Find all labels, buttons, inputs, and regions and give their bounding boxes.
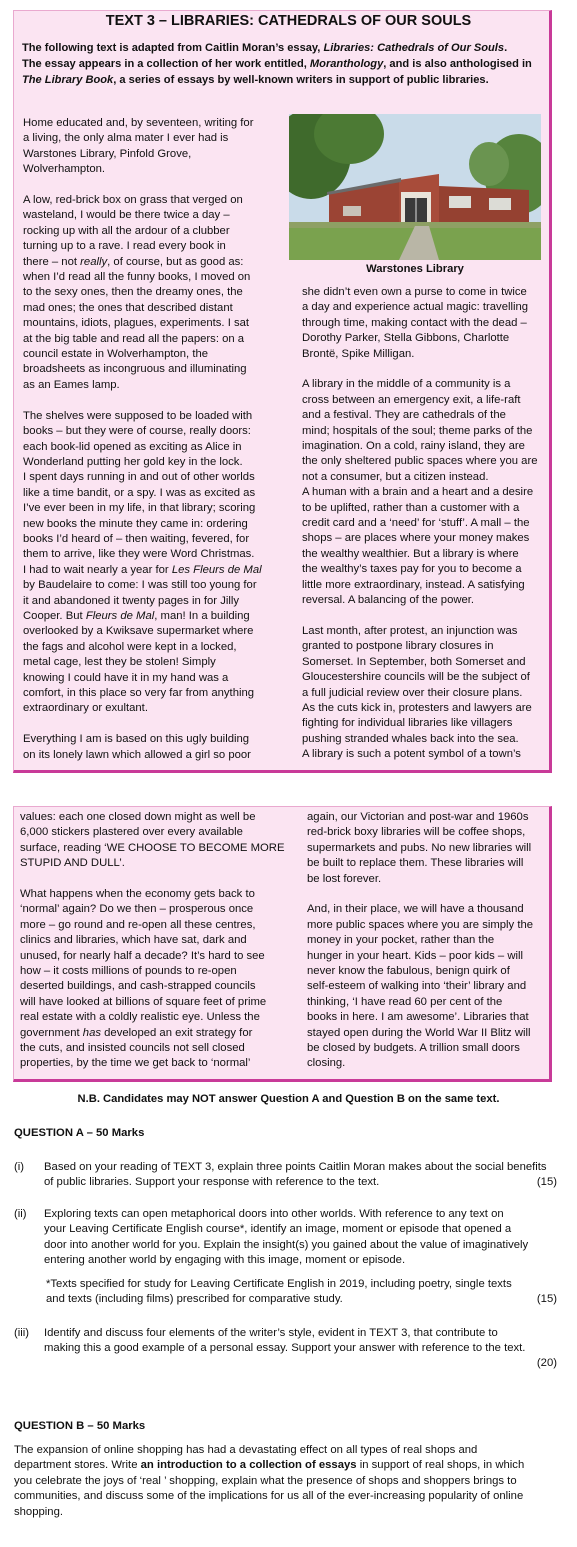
question-marks: (20) [536,1357,557,1369]
paragraph: A library in the middle of a community is a cross between an emergency exit, a life-raft and a festival. They are cathedrals of the mind; hospitals of the soul; theme parks of the imagination. On a cold, rainy island, they are the only sheltered public spaces where you are not a consumer, but a citizen instead. A human with a brain and a heart and a desire to be uplifted, rather than a customer with a credit card and a ‘need’ for ‘stuff’. A mall – the shops – are places where your money makes the wealthy wealthier. But a library is where the wealthy’s taxes pay for you to become a little more extraordinary, instead. A satisfying reversal. A balancing of the power. [302,378,538,607]
paragraph: The shelves were supposed to be loaded with books – but they were of course, really doors: each book-lid opened as exciting as Alice in Wonderland putting her gold key in the lock. I spent days running in and out of other worlds like a time bandit, or a spy. I was as excited as I’ve ever been in my life, in that library; scoring new books the minute they came in: ordering books I’d heard of – then waiting, fevered, for them to arrive, like they were Word Christmas. I had to wait nearly a year for Les Fleurs de Mal by Baudelaire to come: I was still too young for it and abandoned it twenty pages in for Jilly Cooper. But Fleurs de Mal, man! In a building overlooked by a Kwiksave supermarket where the fags and alcohol were kept in a locked, metal cage, lest they be stolen! Simply knowing I could have it in my hand was a comfort, in this place so very far from anything extraordinary or exultant. [23,409,262,715]
text-title: TEXT 3 – LIBRARIES: CATHEDRALS OF OUR SOULS [105,13,472,29]
paragraph: A low, red-brick box on grass that verged on wasteland, I would be there twice a day – rocking up with all the ardour of a clubber turning up to a rave. I read every book in there – not really, of course, but as good as: when I’d read all the funny books, I moved on to the sexy ones, then the dreamy ones, the mad ones; the ones that described distant mountains, idiots, plagues, experiments. I sat at the big table and read all the papers: on a council estate in Wolverhampton, the broadsheets as incongruous and illuminating as an Eames lamp. [23,194,251,391]
question-number: (ii) [14,1208,27,1220]
nb-note: N.B. Candidates may NOT answer Question A and Question B on the same text. [77,1093,500,1105]
paragraph: What happens when the economy gets back to ‘normal’ again? Do we then – prosperous once more – go round and re-open all these centres, clinics and libraries, which have sat, dark and unused, for nearly half a decade? It’s hard to see how – it costs millions of pounds to re-open deserted buildings, and cash-strapped councils will have looked at billions of square feet of prime real estate with a coldly realistic eye. Unless the government has developed an exit strategy for the cuts, and insisted councils not sell closed properties, by the time we get back to ‘normal’ [20,888,267,1070]
question-a-i-text: Based on your reading of TEXT 3, explain three points Caitlin Moran makes about the social benefits of public libraries. Support your response with reference to the text. [44,1161,547,1189]
question-a-ii-note: *Texts specified for study for Leaving Certificate English in 2019, including poetry, single texts and texts (including films) prescribed for comparative study. [46,1278,512,1306]
question-a-heading: QUESTION A – 50 Marks [14,1127,145,1139]
library-photo [289,114,541,260]
question-number: (iii) [14,1327,30,1339]
left-column-2 [20,810,290,1072]
paragraph: And, in their place, we will have a thousand more public spaces where you are simply the money in your pocket, rather than the hunger in your heart. Kids – poor kids – will never know the fabulous, benign quirk of self-esteem of walking into ‘their’ library and thinking, ‘I have read 60 per cent of the books in here. I am awesome’. Libraries that stayed open during the World War II Blitz will be closed by budgets. A trillion small doors closing. [307,903,534,1070]
paragraph: Last month, after protest, an injunction was granted to postpone library closures in Somerset. In September, both Somerset and Gloucestershire councils will be the subject of a full judicial review over their closure plans. As the cuts kick in, protesters and lawyers are fighting for individual libraries like villagers pushing stranded whales back into the sea. A library is such a potent symbol of a town’s [302,624,532,761]
question-marks: (15) [536,1293,557,1305]
paragraph: again, our Victorian and post-war and 1960s red-brick boxy libraries will be coffee shops, supermarkets and pubs. No new libraries will be built to replace them. These libraries will be lost forever. [307,811,532,885]
question-b-heading: QUESTION B – 50 Marks [14,1420,146,1432]
question-b-text: The expansion of online shopping has had a devastating effect on all types of real shops and department stores. Write an introduction to a collection of essays in support of real shops, in which you celebrate the joys of ‘real ’ shopping, explain what the presence of shops and shoppers brings to communities, and discuss some of the implications for us all of the ever-increasing popularity of online shopping. [14,1444,525,1518]
paragraph: she didn’t even own a purse to come in twice a day and experience actual magic: travelling through time, making contact with the dead – Dorothy Parker, Stella Gibbons, Charlotte Brontë, Spike Milligan. [302,286,529,360]
paragraph: values: each one closed down might as well be 6,000 stickers plastered over every available surface, reading ‘WE CHOOSE TO BECOME MORE STUPID AND DULL’. [20,811,285,870]
question-marks: (15) [536,1176,557,1188]
question-a-iii-text: Identify and discuss four elements of the writer’s style, evident in TEXT 3, that contribute to making this a good example of a personal essay. Support your answer with reference to the text. [44,1327,526,1355]
left-column-1 [23,116,285,763]
intro-paragraph: The following text is adapted from Caitlin Moran’s essay, Libraries: Cathedrals of Our Souls. The essay appears in a collection of her work entitled, Moranthology, and is also anthologised in The Library Book, a series of essays by well-known writers in support of public libraries. [22,42,532,86]
paragraph: Home educated and, by seventeen, writing for a living, the only alma mater I ever had is Warstones Library, Pinfold Grove, Wolverhampton. [23,117,254,176]
right-column-2 [307,810,552,1072]
question-a-ii-text: Exploring texts can open metaphorical doors into other worlds. With reference to any text on your Leaving Certificate English course*, identify an image, moment or episode that opened a door into another world for you. Explain the insight(s) you gained about the value of imaginatively entering another world by engaging with this image, moment or episode. [44,1208,529,1267]
photo-caption: Warstones Library [366,263,464,275]
paragraph: Everything I am is based on this ugly building on its lonely lawn which allowed a girl so poor [23,733,251,761]
question-number: (i) [14,1161,25,1173]
right-column-1 [302,285,552,763]
